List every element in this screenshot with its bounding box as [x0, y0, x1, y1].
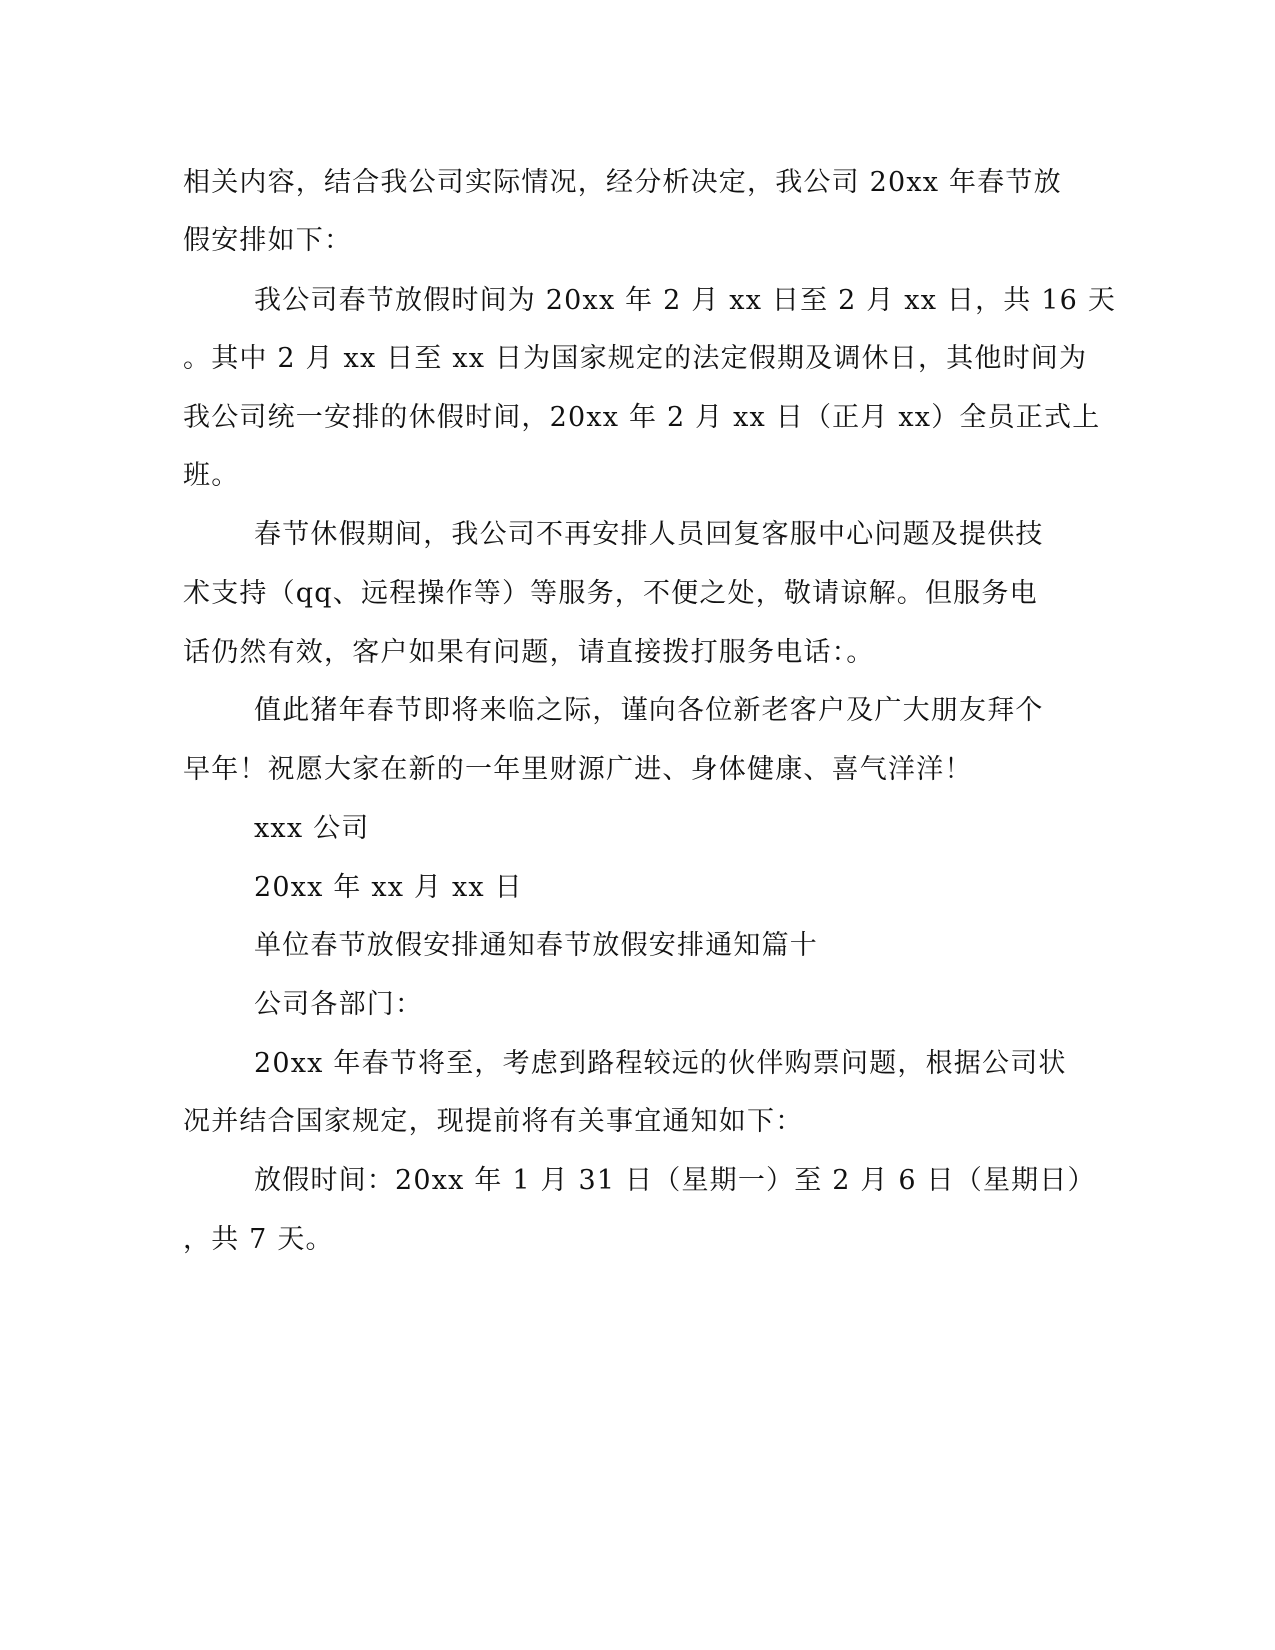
company-signature: xxx 公司: [254, 813, 370, 844]
signature-date: 20xx 年 xx 月 xx 日: [254, 872, 523, 903]
text-line: 早年！祝愿大家在新的一年里财源广进、身体健康、喜气洋洋！: [183, 754, 973, 785]
text-line: 20xx 年春节将至，考虑到路程较远的伙伴购票问题，根据公司状: [254, 1048, 1067, 1079]
text-line: 春节休假期间，我公司不再安排人员回复客服中心问题及提供技: [254, 519, 1044, 550]
text-line: 相关内容，结合我公司实际情况，经分析决定，我公司 20xx 年春节放: [183, 167, 1062, 198]
text-line: 值此猪年春节即将来临之际，谨向各位新老客户及广大朋友拜个: [254, 695, 1044, 726]
text-line: 放假时间：20xx 年 1 月 31 日（星期一）至 2 月 6 日（星期日）: [254, 1165, 1096, 1196]
text-line: ，共 7 天。: [183, 1224, 334, 1255]
text-line: 我公司春节放假时间为 20xx 年 2 月 xx 日至 2 月 xx 日，共 16 天: [254, 285, 1117, 316]
text-line: 班。: [183, 460, 240, 491]
text-line: 假安排如下：: [183, 225, 353, 256]
text-line: 术支持（qq、远程操作等）等服务，不便之处，敬请谅解。但服务电: [183, 578, 1038, 609]
text-line: 我公司统一安排的休假时间，20xx 年 2 月 xx 日（正月 xx）全员正式上: [183, 402, 1101, 433]
salutation: 公司各部门：: [254, 989, 424, 1020]
text-line: 话仍然有效，客户如果有问题，请直接拨打服务电话：。: [183, 637, 875, 668]
text-line: 。其中 2 月 xx 日至 xx 日为国家规定的法定假期及调休日，其他时间为: [183, 343, 1088, 374]
text-line: 况并结合国家规定，现提前将有关事宜通知如下：: [183, 1106, 804, 1137]
section-title: 单位春节放假安排通知春节放假安排通知篇十: [254, 930, 818, 961]
